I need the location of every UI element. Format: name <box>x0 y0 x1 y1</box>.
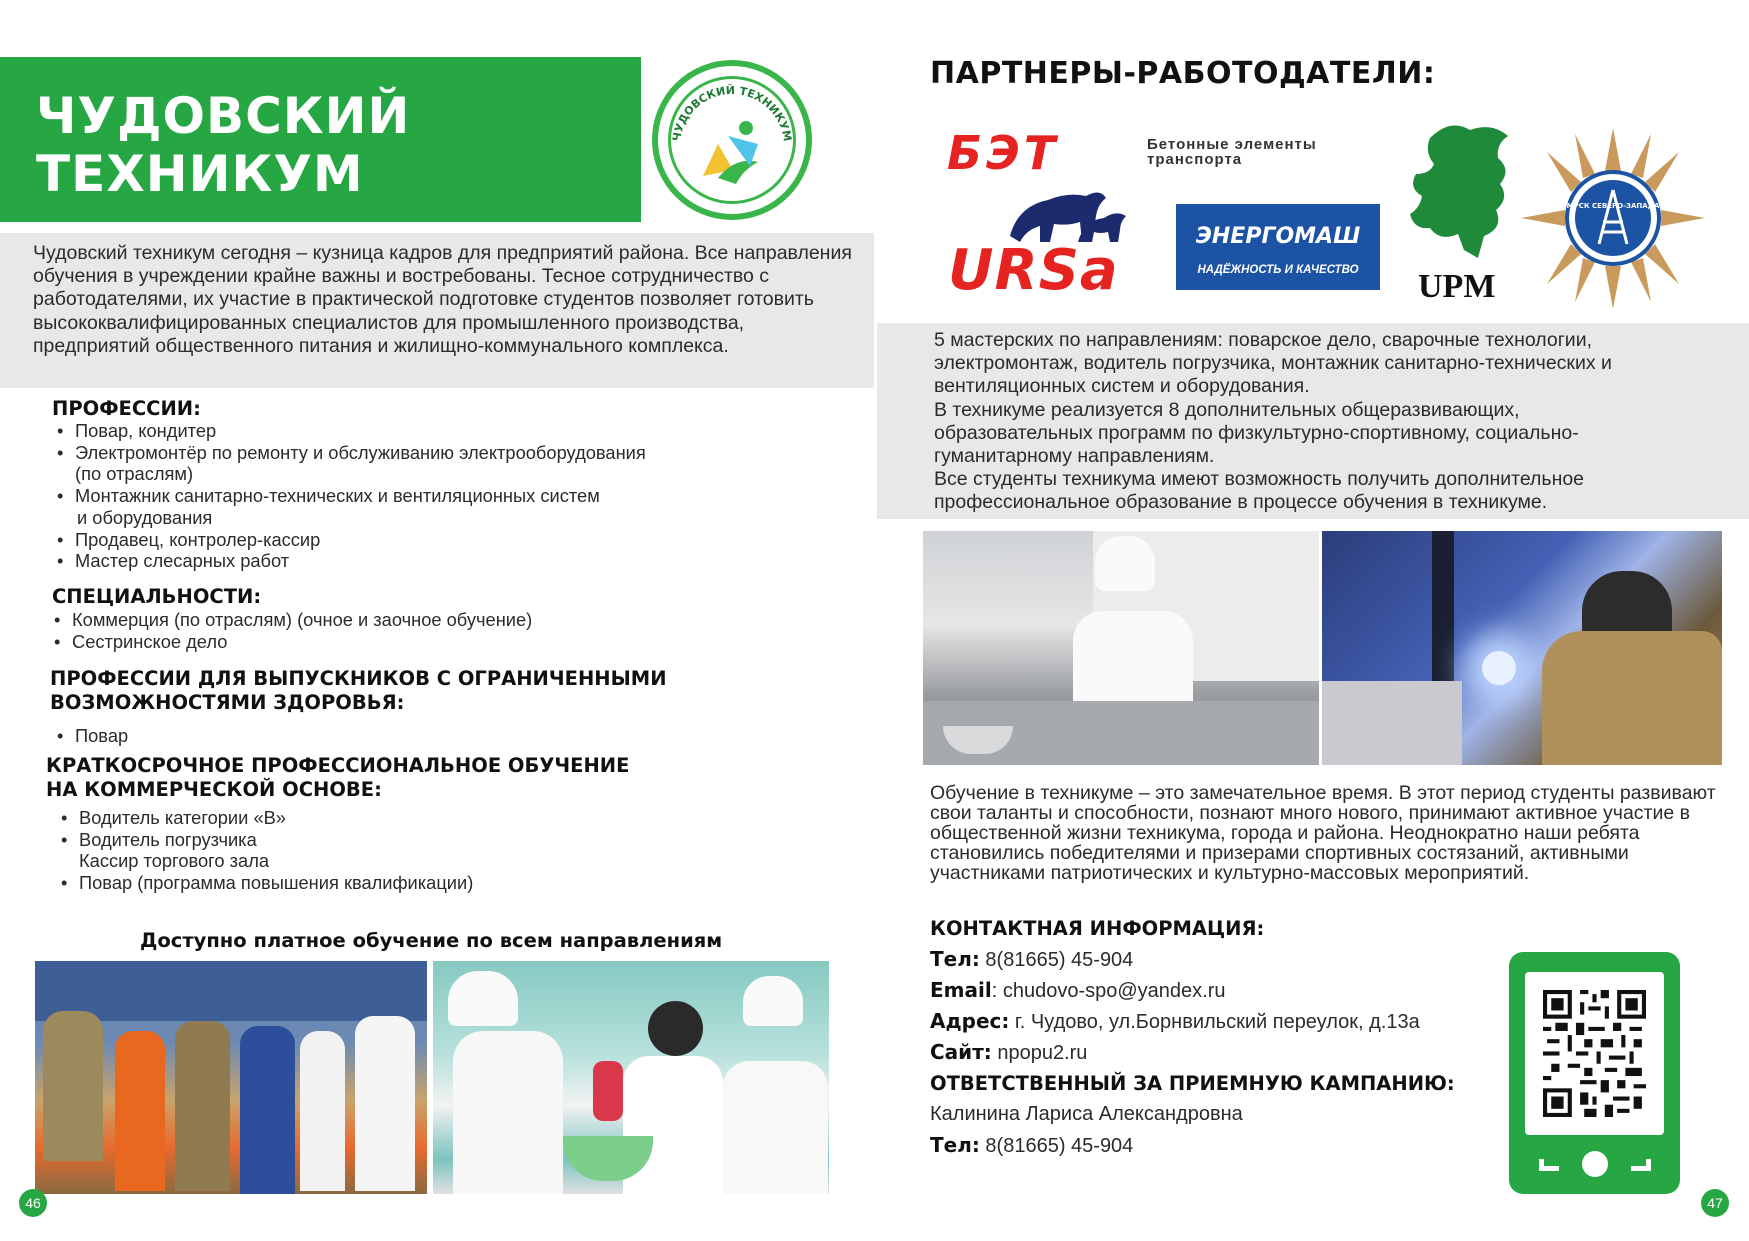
workshops-line: электромонтаж, водитель погрузчика, монтажник санитарно-технических и <box>934 352 1612 375</box>
workshops-line: образовательных программ по физкультурно-спортивному, социально- <box>934 421 1579 444</box>
title-line-2: ТЕХНИКУМ <box>36 145 364 203</box>
svg-text:ЧУДОВСКИЙ ТЕХНИКУМ <box>670 84 794 142</box>
title-banner <box>0 57 641 222</box>
bet-mark: БЭТ <box>947 126 1060 180</box>
workshops-line: гуманитарному направлениям. <box>934 445 1215 468</box>
phone-value[interactable]: 8(81665) 45-904 <box>979 1135 1134 1157</box>
list-item: • Коммерция (по отраслям) (очное и заочное обучение) <box>52 609 772 631</box>
professions-heading: ПРОФЕССИИ: <box>52 397 201 420</box>
workshops-line: профессиональное образование в процессе обучения в техникуме. <box>934 491 1548 514</box>
phone-label: Тел: <box>930 947 980 971</box>
bet-caption-line-2: транспорта <box>1147 151 1243 168</box>
page-number-right: 47 <box>1701 1189 1729 1217</box>
specialties-list <box>52 609 772 652</box>
sun-emblem-icon <box>1513 126 1713 311</box>
upm-logo <box>1400 118 1520 303</box>
paid-education-note: Доступно платное обучение по всем направлениям <box>140 929 723 952</box>
list-item: • Повар, кондитер <box>55 420 775 442</box>
phone-screen <box>1525 972 1664 1135</box>
mrsk-logo <box>1513 126 1713 311</box>
contact-address <box>930 1006 1550 1037</box>
workshops-line: Все студенты техникума имеют возможность получить дополнительное <box>934 468 1585 491</box>
workshops-line: 5 мастерских по направлениям: поварское дело, сварочные технологии, <box>934 329 1593 351</box>
contact-email <box>930 975 1550 1006</box>
phone-back-icon <box>1539 1159 1559 1171</box>
workshops-band <box>877 323 1749 519</box>
upm-wordmark: UPM <box>1418 268 1496 305</box>
list-item: • Электромонтёр по ремонту и обслуживанию электрооборудования <box>55 442 775 464</box>
page-title <box>36 87 410 203</box>
list-item-continuation: (по отраслям) <box>75 463 194 485</box>
responsible-phone <box>930 1130 1550 1161</box>
address-label: Адрес: <box>930 1009 1010 1033</box>
list-item: • Повар <box>55 725 775 747</box>
list-item: • Водитель погрузчика <box>59 829 779 851</box>
limited-heading <box>50 667 667 715</box>
list-item: • Монтажник санитарно-технических и вентиляционных систем <box>55 485 775 507</box>
contact-phone <box>930 944 1550 975</box>
kitchen-student-photo <box>923 531 1319 765</box>
professions-list <box>55 420 775 572</box>
list-item: • Повар (программа повышения квалификации) <box>59 872 779 894</box>
short-course-heading <box>46 754 629 802</box>
mrsk-wordmark: МРСК СЕВЕРО-ЗАПАДА <box>1566 202 1660 210</box>
welding-photo <box>1322 531 1722 765</box>
bet-logo <box>947 126 1317 180</box>
page-number-left: 46 <box>19 1189 47 1217</box>
qr-phone-graphic <box>1509 952 1680 1194</box>
energomash-logo <box>1176 204 1380 290</box>
site-label: Сайт: <box>930 1040 992 1064</box>
title-line-1: ЧУДОВСКИЙ <box>36 87 411 145</box>
energomash-wordmark: ЭНЕРГОМАШ <box>1195 224 1361 249</box>
short-heading-line-1: КРАТКОСРОЧНОЕ ПРОФЕССИОНАЛЬНОЕ ОБУЧЕНИЕ <box>46 754 630 777</box>
logo-text: ЧУДОВСКИЙ ТЕХНИКУМ <box>670 83 794 143</box>
responsible-name: Калинина Лариса Александровна <box>930 1103 1243 1125</box>
limited-heading-line-1: ПРОФЕССИИ ДЛЯ ВЫПУСКНИКОВ С ОГРАНИЧЕННЫМИ <box>50 667 667 690</box>
student-life-text: Обучение в техникуме – это замечательное время. В этот период студенты развивают свои таланты и способности, познают много нового, принимают активное участие в общественной жизни техникума, города и района. Неоднократно наши ребята становились победителями и призерами спортивных состязаний, активными участниками патриотических и культурно-массовых мероприятий. <box>930 782 1716 884</box>
technikum-logo <box>652 60 812 220</box>
responsible-heading: ОТВЕТСТВЕННЫЙ ЗА ПРИЕМНУЮ КАМПАНИЮ: <box>930 1072 1455 1095</box>
partners-heading: ПАРТНЕРЫ-РАБОТОДАТЕЛИ: <box>930 56 1436 91</box>
cooking-class-photo <box>433 961 829 1194</box>
list-item: • Сестринское дело <box>52 631 772 653</box>
list-item: Кассир торгового зала <box>79 850 270 872</box>
email-value[interactable]: : chudovo-spo@yandex.ru <box>991 980 1226 1002</box>
email-label: Email <box>930 978 992 1002</box>
limited-heading-line-2: ВОЗМОЖНОСТЯМИ ЗДОРОВЬЯ: <box>50 691 405 714</box>
ursa-wordmark: URSa <box>948 238 1119 303</box>
contact-site <box>930 1037 1550 1068</box>
list-item: • Продавец, контролер-кассир <box>55 529 775 551</box>
intro-text: Чудовский техникум сегодня – кузница кадров для предприятий района. Все направления обучения в учреждении крайне важны и востребованы. Тесное сотрудничество с работодателями, их участие в практической подготовке студентов позволяет готовить высококвалифицированных специалистов для промышленного производства, предприятий общественного питания и жилищно-коммунального комплекса. <box>33 242 852 357</box>
list-item-continuation: и оборудования <box>77 506 213 528</box>
specialties-heading: СПЕЦИАЛЬНОСТИ: <box>52 585 262 608</box>
bet-caption-line-1: Бетонные элементы <box>1147 136 1317 153</box>
logo-emblem <box>658 66 806 214</box>
list-item: • Водитель категории «В» <box>59 807 779 829</box>
phone-menu-icon <box>1631 1159 1651 1171</box>
short-heading-line-2: НА КОММЕРЧЕСКОЙ ОСНОВЕ: <box>46 778 382 801</box>
list-item <box>55 507 775 529</box>
contact-block <box>930 913 1550 1161</box>
contact-heading: КОНТАКТНАЯ ИНФОРМАЦИЯ: <box>930 917 1265 940</box>
ursa-logo <box>948 178 1153 303</box>
phone-home-icon <box>1582 1151 1608 1177</box>
bears-icon <box>1008 186 1133 244</box>
workshops-line: вентиляционных систем и оборудования. <box>934 375 1310 398</box>
phone-label: Тел: <box>930 1133 980 1157</box>
site-value[interactable]: npopu2.ru <box>991 1042 1088 1064</box>
qr-code-icon[interactable] <box>1543 990 1646 1117</box>
bet-caption <box>1147 137 1317 167</box>
phone-value[interactable]: 8(81665) 45-904 <box>979 949 1134 971</box>
students-group-photo <box>35 961 427 1194</box>
address-value: г. Чудово, ул.Борнвильский переулок, д.13а <box>1009 1011 1420 1033</box>
workshops-text <box>934 329 1734 515</box>
energomash-slogan: НАДЁЖНОСТЬ И КАЧЕСТВО <box>1197 264 1359 276</box>
limited-list <box>55 725 775 747</box>
griffin-icon <box>1400 118 1520 268</box>
list-item: • Мастер слесарных работ <box>55 550 775 572</box>
list-item <box>55 463 775 485</box>
short-course-list <box>59 807 779 894</box>
intro-band <box>0 233 874 388</box>
workshops-line: В техникуме реализуется 8 дополнительных общеразвивающих, <box>934 398 1520 421</box>
